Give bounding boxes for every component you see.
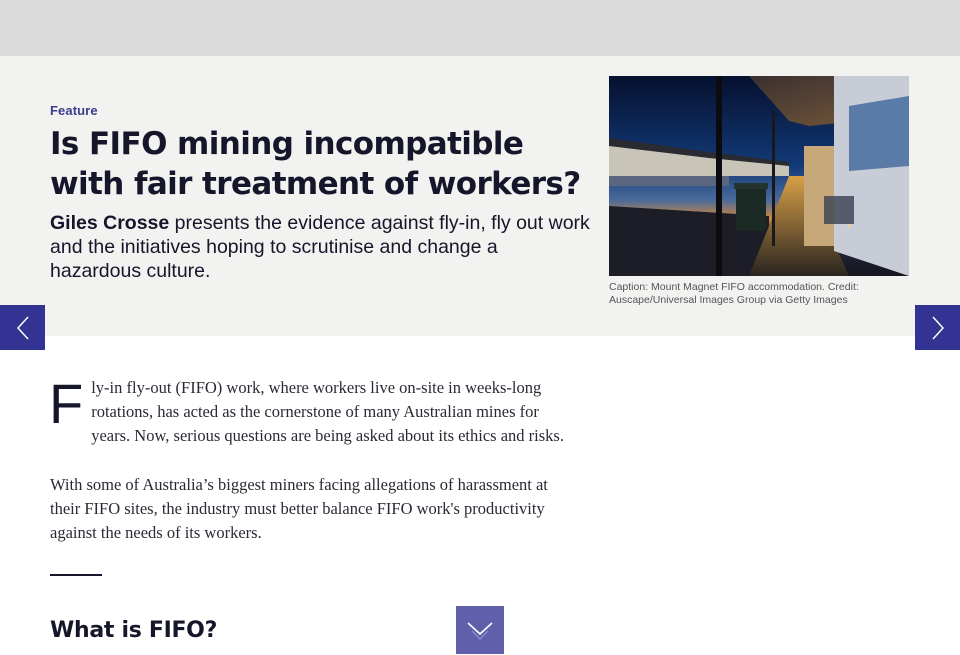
top-bar <box>0 0 960 56</box>
article-standfirst <box>50 211 590 283</box>
chevron-left-icon <box>13 314 33 342</box>
image-caption: Caption: Mount Magnet FIFO accommodation. Credit: Auscape/Universal Images Group via Getty Images <box>609 281 859 306</box>
hero-image <box>609 76 909 276</box>
next-button[interactable] <box>915 305 960 350</box>
page-title: Is FIFO mining incompatible with fair treatment of workers? <box>50 126 581 202</box>
section-divider <box>50 574 102 576</box>
paragraph-text: ly-in fly-out (FIFO) work, where workers live on-site in weeks-long rotations, has acted as the cornerstone of many Australian mines for years. Now, serious questions are being asked about its ethics and risks. <box>91 378 564 445</box>
drop-cap: F <box>49 372 84 435</box>
article-paragraph <box>49 372 575 448</box>
previous-button[interactable] <box>0 305 45 350</box>
article-category[interactable]: Feature <box>50 103 98 118</box>
scroll-down-button[interactable] <box>456 606 504 654</box>
author-name[interactable]: Giles Crosse <box>50 212 170 234</box>
section-heading: What is FIFO? <box>50 618 218 643</box>
chevron-right-icon <box>928 314 948 342</box>
double-chevron-down-icon <box>465 615 495 645</box>
standfirst-text: presents the evidence against fly-in, fly out work and the initiatives hoping to scrutinise and change a hazardous culture. <box>50 212 590 282</box>
article-paragraph: With some of Australia’s biggest miners facing allegations of harassment at their FIFO sites, the industry must better balance FIFO work's productivity against the needs of its workers. <box>50 475 548 542</box>
